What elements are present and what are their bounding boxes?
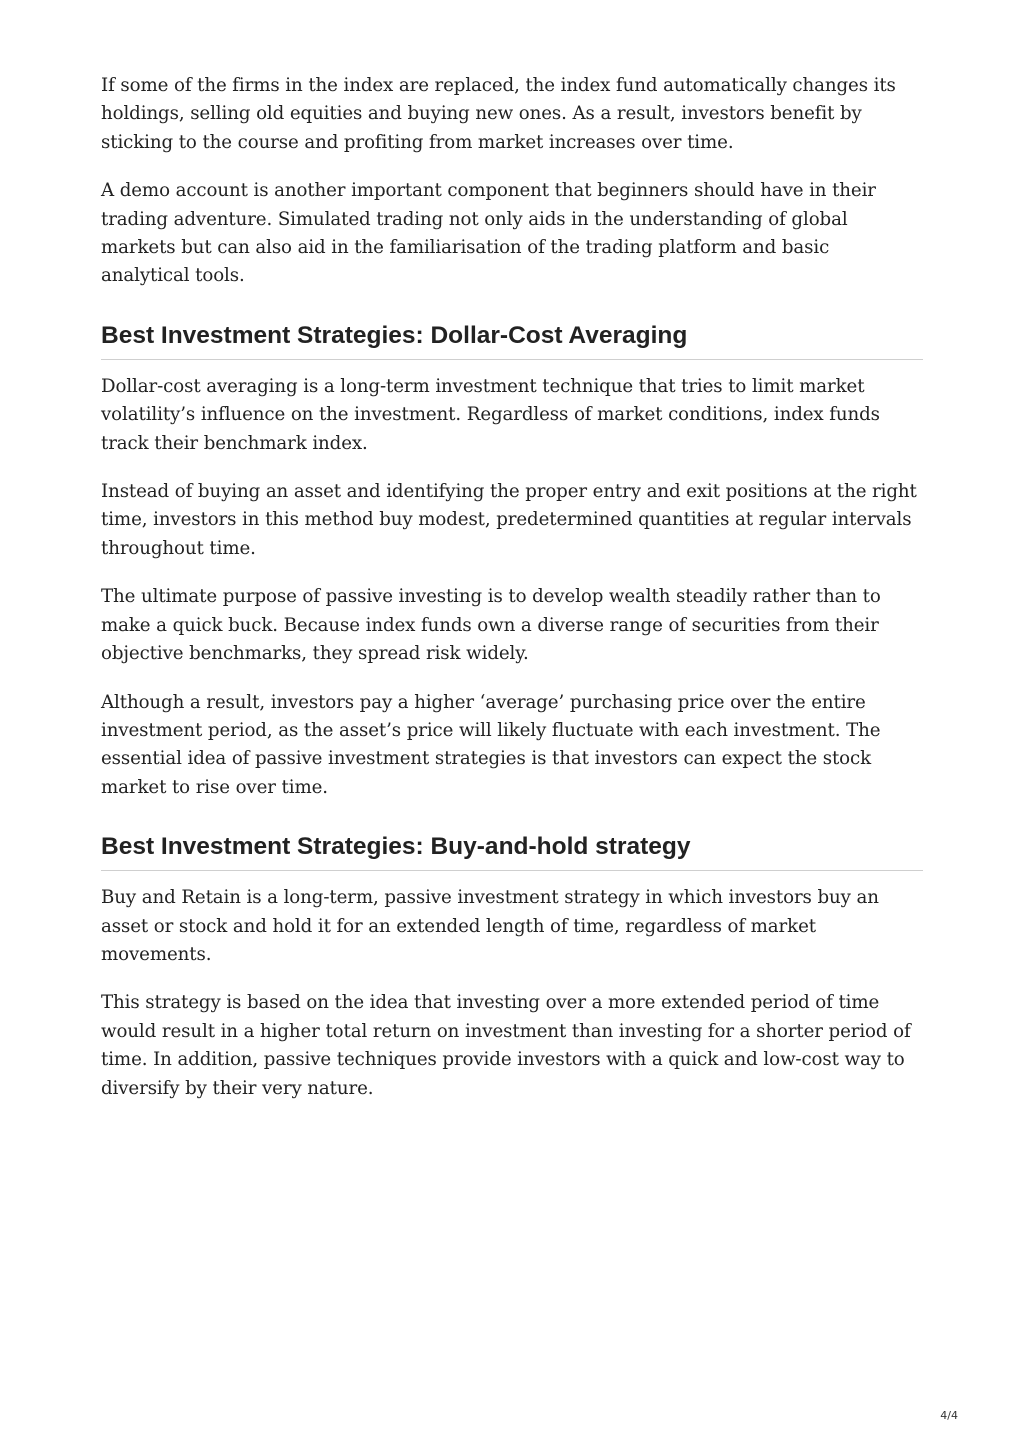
paragraph-dca-method: Instead of buying an asset and identifying the proper entry and exit positions at the right time, investors in this method buy modest, predetermined quantities at regular intervals throughout time.: [101, 481, 917, 559]
paragraph-index-replacement: If some of the firms in the index are replaced, the index fund automatically changes its holdings, selling old equities and buying new ones. As a result, investors benefit by sticking to the course and profiting from market increases over time.: [101, 75, 896, 153]
heading-dollar-cost-averaging: Best Investment Strategies: Dollar-Cost Averaging: [101, 321, 923, 360]
paragraph-dca-definition: Dollar-cost averaging is a long-term investment technique that tries to limit market volatility’s influence on the investment. Regardless of market conditions, index funds track their benchmark index.: [101, 375, 880, 454]
paragraph-passive-purpose: The ultimate purpose of passive investing is to develop wealth steadily rather than to make a quick buck. Because index funds own a diverse range of securities from their objective benchmarks, they spread risk widely.: [101, 586, 881, 665]
page-number: 4/4: [940, 1409, 958, 1422]
document-body: [101, 72, 923, 1123]
paragraph-average-price: Although a result, investors pay a higher ‘average’ purchasing price over the entire investment period, as the asset’s price will likely fluctuate with each investment. The essential idea of passive investment strategies is that investors can expect the stock market to rise over time.: [101, 691, 881, 798]
paragraph-demo-account: A demo account is another important component that beginners should have in their trading adventure. Simulated trading not only aids in the understanding of global markets but can also aid in the familiarisation of the trading platform and basic analytical tools.: [101, 180, 876, 287]
heading-buy-and-hold: Best Investment Strategies: Buy-and-hold strategy: [101, 832, 923, 871]
paragraph-buy-and-retain: Buy and Retain is a long-term, passive investment strategy in which investors buy an asset or stock and hold it for an extended length of time, regardless of market movements.: [101, 887, 879, 965]
paragraph-strategy-basis: This strategy is based on the idea that investing over a more extended period of time would result in a higher total return on investment than investing for a shorter period of time. In addition, passive techniques provide investors with a quick and low-cost way to diversify by their very nature.: [101, 992, 911, 1099]
